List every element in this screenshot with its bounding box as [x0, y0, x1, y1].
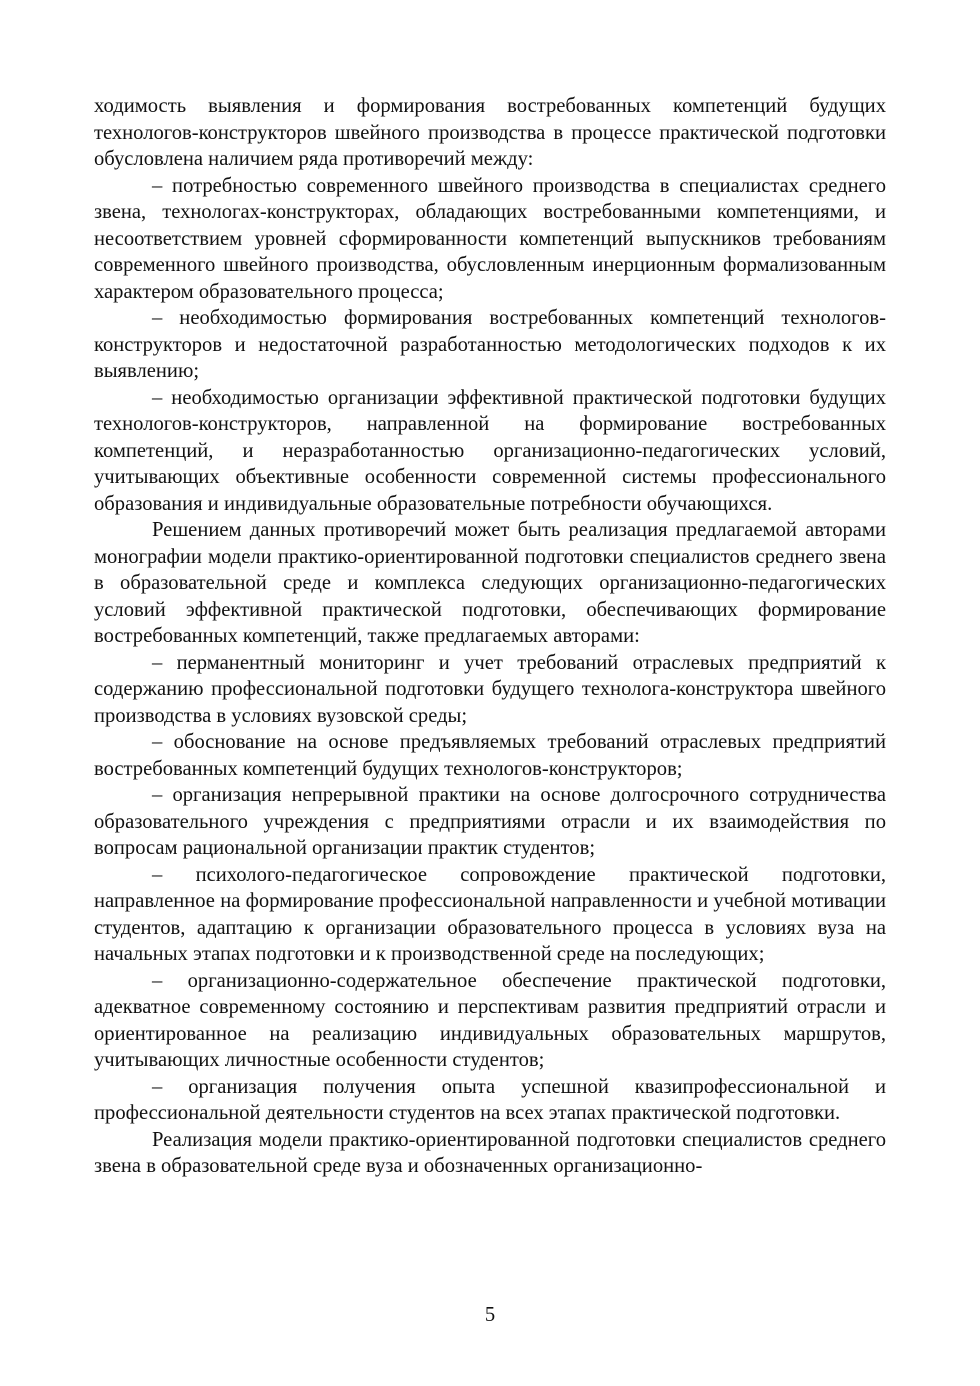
paragraph-contradiction-1: – потребностью современного швейного производства в специалистах среднего звена, технологах-конструкторах, обладающих востребованными компетенциями, и несоответствием уровней сформированности компетенций выпускников требованиям современного швейного производства, обусловленным инерционным формализованным характером образовательного процесса;	[94, 174, 886, 303]
paragraph-implementation: Реализация модели практико-ориентированной подготовки специалистов среднего звена в образовательной среде вуза и обозначенных организационно-	[94, 1128, 886, 1177]
page-number: 5	[484, 1304, 496, 1326]
paragraph-condition-2: – обоснование на основе предъявляемых требований отраслевых предприятий востребованных компетенций будущих технологов-конструкторов;	[94, 731, 886, 780]
paragraph-condition-6: – организация получения опыта успешной квазипрофессиональной и профессиональной деятельности студентов на всех этапах практической подготовки.	[94, 1075, 886, 1124]
paragraph-condition-5: – организационно-содержательное обеспечение практической подготовки, адекватное современному состоянию и перспективам развития предприятий отрасли и ориентированное на реализацию индивидуальных образовательных маршрутов, учитывающих личностные особенности студентов;	[94, 969, 886, 1071]
paragraph-solution: Решением данных противоречий может быть реализация предлагаемой авторами монографии модели практико-ориентированной подготовки специалистов среднего звена в образовательной среде и комплекса следующих организационно-педагогических условий эффективной практической подготовки, обеспечивающих формирование востребованных компетенций, также предлагаемых авторами:	[94, 519, 886, 647]
paragraph-contradiction-2: – необходимостью формирования востребованных компетенций технологов-конструкторов и недостаточной разработанностью методологических подходов к их выявлению;	[94, 307, 886, 382]
paragraph-continuation: ходимость выявления и формирования востребованных компетенций будущих технологов-конструкторов швейного производства в процессе практической подготовки обусловлена наличием ряда противоречий между:	[94, 95, 886, 170]
paragraph-contradiction-3: – необходимостью организации эффективной практической подготовки будущих технологов-конструкторов, направленной на формирование востребованных компетенций, и неразработанностью организационно-педагогических условий, учитывающих объективные особенности современной системы профессионального образования и индивидуальные образовательные потребности обучающихся.	[94, 386, 886, 515]
document-body	[94, 93, 886, 1180]
paragraph-condition-3: – организация непрерывной практики на основе долгосрочного сотрудничества образовательного учреждения с предприятиями отрасли и их взаимодействия по вопросам рациональной организации практик студентов;	[94, 784, 886, 859]
paragraph-condition-4: – психолого-педагогическое сопровождение практической подготовки, направленное на формирование профессиональной направленности и учебной мотивации студентов, адаптацию к организации образовательного процесса в условиях вуза на начальных этапах подготовки и к производственной среде на последующих;	[94, 863, 886, 965]
paragraph-condition-1: – перманентный мониторинг и учет требований отраслевых предприятий к содержанию профессиональной подготовки будущего технолога-конструктора швейного производства в условиях вузовской среды;	[94, 651, 886, 727]
